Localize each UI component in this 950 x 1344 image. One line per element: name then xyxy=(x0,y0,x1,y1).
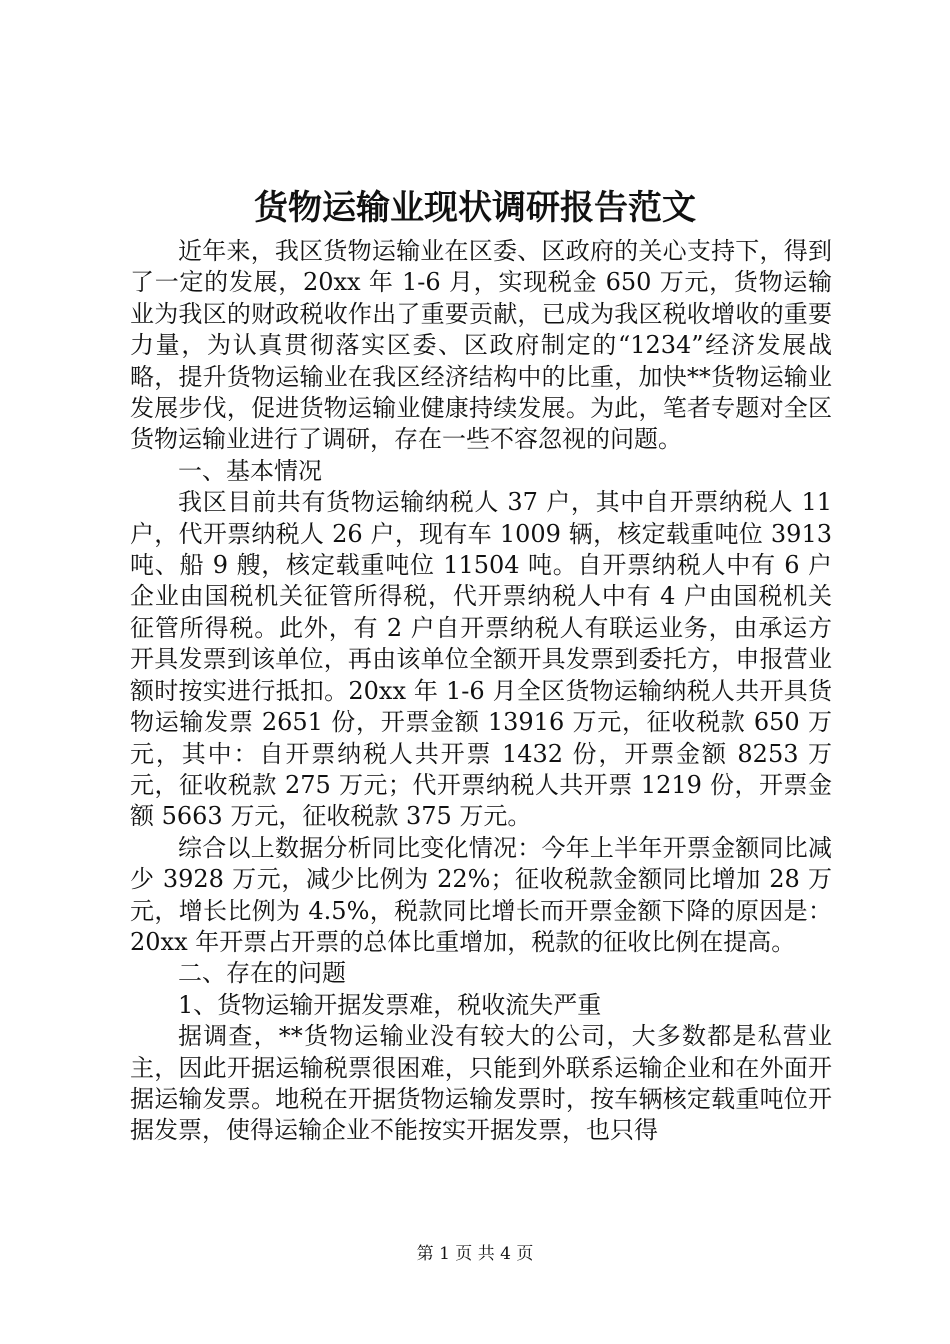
paragraph-intro: 近年来，我区货物运输业在区委、区政府的关心支持下，得到了一定的发展，20xx 年 1-6 月，实现税金 650 万元，货物运输业为我区的财政税收作出了重要贡献，已成为我区税收增收的重要力量，为认真贯彻落实区委、区政府制定的“1234”经济发展战略，提升货物运输业在我区经济结构中的比重，加快**货物运输业发展步伐，促进货物运输业健康持续发展。为此，笔者专题对全区货物运输业进行了调研，存在一些不容忽视的问题。 xyxy=(130,237,832,454)
subheading-invoice-difficulty: 1、货物运输开据发票难，税收流失严重 xyxy=(178,990,602,1019)
document-title: 货物运输业现状调研报告范文 xyxy=(254,188,696,228)
document-body xyxy=(130,236,832,1147)
section-heading-basic-situation: 一、基本情况 xyxy=(178,456,322,485)
paragraph-investigation: 据调查，**货物运输业没有较大的公司，大多数都是私营业主，因此开据运输税票很困难，只能到外联系运输企业和在外面开据运输发票。地税在开据货物运输发票时，按车辆核定载重吨位开据发票，使得运输企业不能按实开据发票，也只得 xyxy=(130,1022,832,1145)
section-heading-problems: 二、存在的问题 xyxy=(178,959,346,988)
paragraph-basic-situation: 我区目前共有货物运输纳税人 37 户，其中自开票纳税人 11 户，代开票纳税人 26 户，现有车 1009 辆，核定载重吨位 3913 吨、船 9 艘，核定载重吨位 11504 吨。自开票纳税人中有 6 户企业由国税机关征管所得税，代开票纳税人中有 4 户由国税机关征管所得税。此外，有 2 户自开票纳税人有联运业务，由承运方开具发票到该单位，再由该单位全额开具发票到委托方，申报营业额时按实进行抵扣。20xx 年 1-6 月全区货物运输纳税人共开具货物运输发票 2651 份，开票金额 13916 万元，征收税款 650 万元，其中：自开票纳税人共开票 1432 份，开票金额 8253 万元，征收税款 275 万元；代开票纳税人共开票 1219 份，开票金额 5663 万元，征收税款 375 万元。 xyxy=(130,488,832,831)
paragraph-comparison-analysis: 综合以上数据分析同比变化情况：今年上半年开票金额同比减少 3928 万元，减少比例为 22%；征收税款金额同比增加 28 万元，增长比例为 4.5%，税款同比增长而开票金额下降的原因是：20xx 年开票占开票的总体比重增加，税款的征收比例在提高。 xyxy=(130,833,832,956)
page-number: 第 1 页 共 4 页 xyxy=(416,1244,534,1264)
